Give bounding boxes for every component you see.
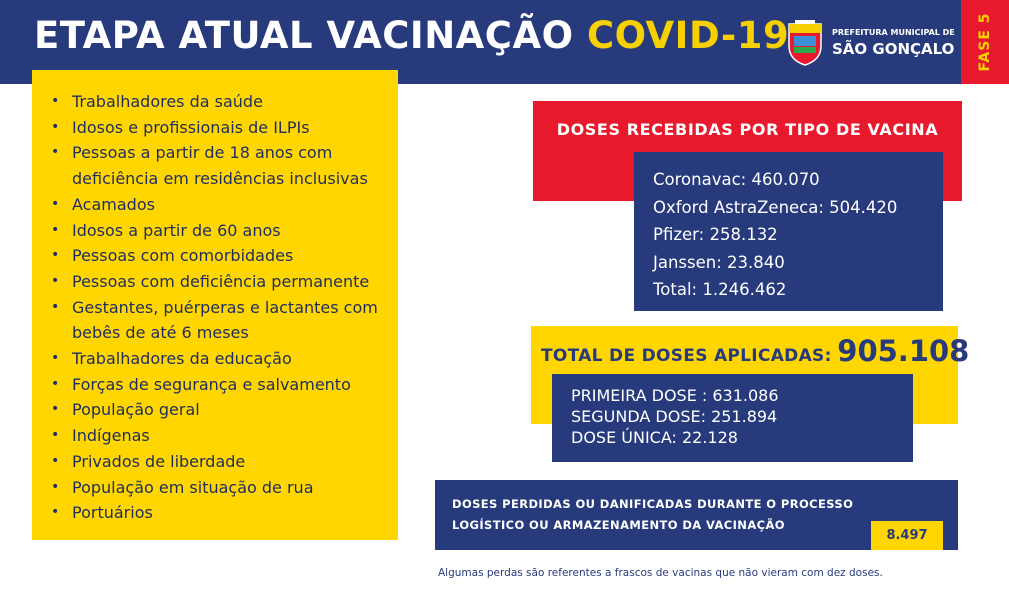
received-doses-list (653, 166, 897, 304)
received-dose-item-text: Oxford AstraZeneca: 504.420 (653, 197, 898, 217)
received-dose-item (653, 221, 897, 249)
city-logo (786, 20, 955, 68)
received-dose-item-text: Coronavac: 460.070 (653, 170, 820, 189)
priority-group-item-text: Privados de liberdade (72, 451, 246, 471)
priority-group-item-text: Forças de segurança e salvamento (72, 374, 351, 394)
priority-group-item (48, 89, 393, 115)
bullet-icon: • (51, 195, 60, 212)
received-dose-item (653, 166, 897, 194)
bullet-icon: • (51, 478, 60, 495)
priority-group-item (48, 269, 393, 295)
applied-doses-title: TOTAL DE DOSES APLICADAS: (541, 346, 832, 366)
priority-group-item-text: Trabalhadores da saúde (72, 92, 263, 111)
priority-group-item-text: Pessoas com deficiência permanente (72, 271, 370, 291)
phase-tab (961, 0, 1009, 84)
priority-groups-list (48, 89, 393, 526)
lost-doses-line1: DOSES PERDIDAS OU DANIFICADAS DURANTE O PROCESSO (452, 497, 854, 511)
applied-dose-item (571, 406, 779, 427)
priority-group-item-text: População em situação de rua (72, 477, 314, 497)
priority-group-item (48, 243, 393, 269)
priority-group-item-text: Portuários (72, 503, 153, 523)
received-doses-title: DOSES RECEBIDAS POR TIPO DE VACINA (556, 120, 939, 139)
applied-dose-item (571, 385, 779, 406)
applied-doses-list (571, 385, 779, 448)
bullet-icon: • (51, 298, 60, 315)
priority-group-item-text: Gestantes, puérperas e lactantes com bebês de até 6 meses (72, 297, 378, 343)
org-name-main: SÃO GONÇALO (832, 40, 955, 58)
applied-doses-total: 905.108 (837, 334, 970, 368)
received-dose-item (653, 249, 897, 277)
priority-group-item (48, 295, 393, 346)
bullet-icon: • (51, 375, 60, 392)
priority-group-item (48, 192, 393, 218)
priority-group-item (48, 140, 393, 191)
bullet-icon: • (51, 144, 60, 161)
priority-group-item-text: Pessoas com comorbidades (72, 246, 294, 266)
title-main: ETAPA ATUAL VACINAÇÃO (34, 14, 574, 57)
received-doses-box (634, 152, 943, 311)
priority-group-item-text: Idosos e profissionais de ILPIs (72, 117, 310, 137)
received-dose-item-text: Pfizer: 258.132 (653, 225, 778, 245)
priority-groups-panel (32, 70, 398, 540)
phase-label: FASE 5 (977, 12, 993, 72)
org-name-top: PREFEITURA MUNICIPAL DE (832, 28, 955, 37)
priority-group-item (48, 346, 393, 372)
lost-doses-line2: LOGÍSTICO OU ARMAZENAMENTO DA VACINAÇÃO (452, 518, 785, 532)
lost-doses-text (452, 494, 872, 536)
priority-group-item (48, 372, 393, 398)
applied-dose-item (571, 427, 779, 448)
bullet-icon: • (51, 350, 60, 367)
priority-group-item (48, 397, 393, 423)
priority-group-item (48, 475, 393, 501)
bullet-icon: • (51, 221, 60, 238)
received-dose-item-text: Janssen: 23.840 (653, 252, 785, 272)
applied-dose-item-text: PRIMEIRA DOSE : 631.086 (571, 386, 779, 405)
priority-group-item-text: Acamados (72, 194, 155, 214)
footnote: Algumas perdas são referentes a frascos de vacinas que não vieram com dez doses. (438, 567, 883, 579)
title-accent: COVID-19 (586, 14, 790, 57)
priority-group-item-text: População geral (72, 400, 200, 420)
bullet-icon: • (51, 452, 60, 469)
received-dose-item-text: Total: 1.246.462 (653, 280, 787, 300)
priority-group-item-text: Pessoas a partir de 18 anos com deficiência em residências inclusivas (72, 143, 368, 189)
applied-dose-item-text: DOSE ÚNICA: 22.128 (571, 428, 738, 447)
bullet-icon: • (51, 118, 60, 135)
applied-doses-heading (541, 334, 969, 368)
priority-group-item (48, 115, 393, 141)
applied-dose-item-text: SEGUNDA DOSE: 251.894 (571, 407, 778, 426)
priority-group-item (48, 423, 393, 449)
bullet-icon: • (51, 401, 60, 418)
city-crest-icon (786, 20, 824, 66)
page-title (34, 14, 789, 57)
priority-group-item-text: Indígenas (72, 426, 150, 446)
priority-group-item (48, 500, 393, 526)
bullet-icon: • (51, 93, 60, 109)
priority-group-item-text: Idosos a partir de 60 anos (72, 220, 281, 240)
bullet-icon: • (51, 247, 60, 264)
applied-doses-box (552, 374, 913, 462)
bullet-icon: • (51, 427, 60, 444)
priority-group-item (48, 449, 393, 475)
priority-group-item-text: Trabalhadores da educação (72, 349, 292, 369)
received-dose-item (653, 194, 897, 222)
lost-doses-value: 8.497 (871, 521, 943, 550)
priority-group-item (48, 218, 393, 244)
received-dose-item (653, 276, 897, 304)
bullet-icon: • (51, 504, 60, 521)
bullet-icon: • (51, 272, 60, 289)
